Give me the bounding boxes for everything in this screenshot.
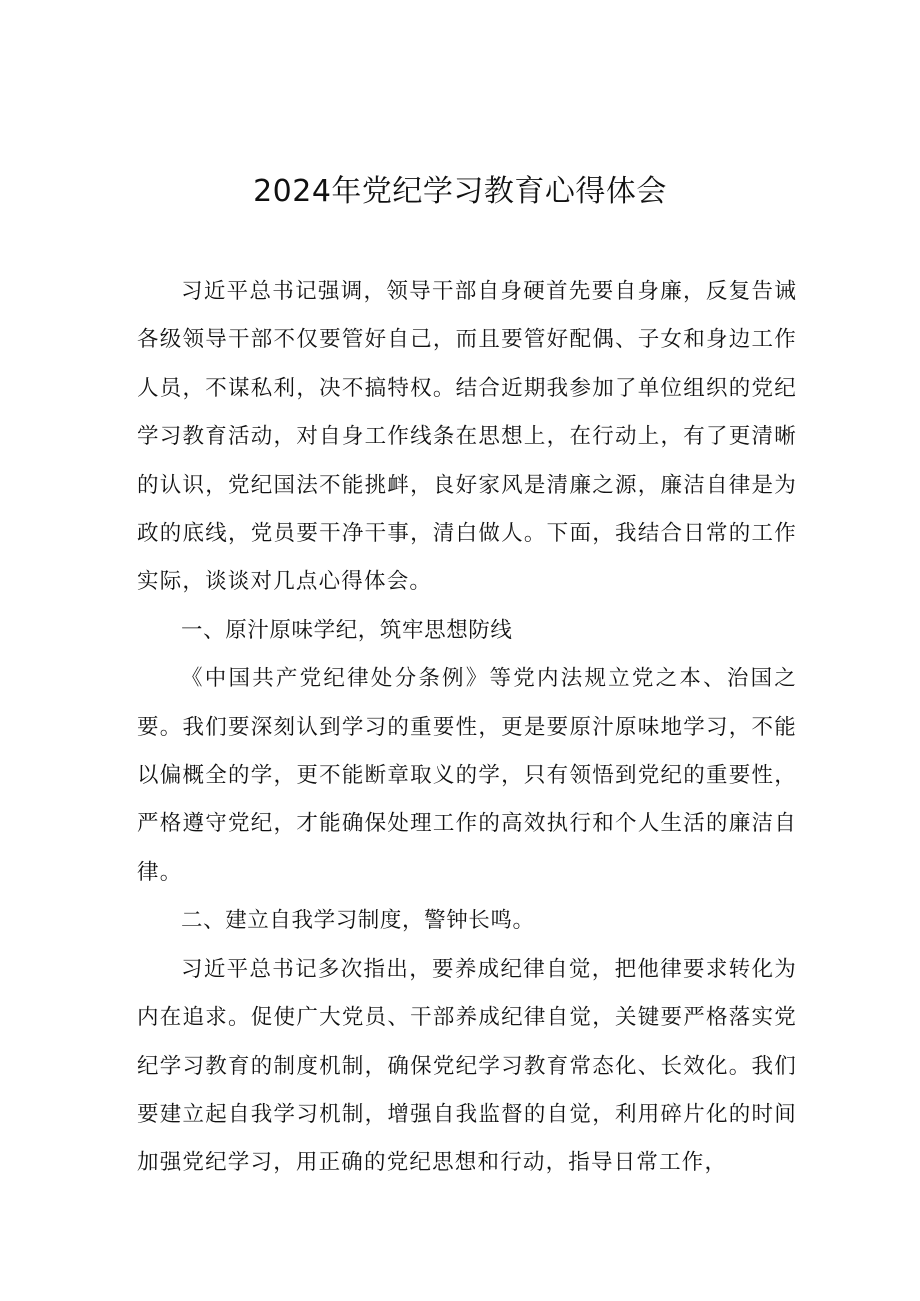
section-heading-1: 一、原汁原味学纪，筑牢思想防线 <box>181 617 513 643</box>
section-paragraph-2: 习近平总书记多次指出，要养成纪律自觉，把他律要求转化为内在追求。促使广大党员、干部养成纪律自觉，关键要严格落实党纪学习教育的制度机制，确保党纪学习教育常态化、长效化。我们要建立起自我学习机制，增强自我监督的自觉，利用碎片化的时间加强党纪学习，用正确的党纪思想和行动，指导日常工作， <box>137 956 797 1176</box>
section-paragraph-1: 《中国共产党纪律处分条例》等党内法规立党之本、治国之要。我们要深刻认到学习的重要性，更是要原汁原味地学习，不能以偏概全的学，更不能断章取义的学，只有领悟到党纪的重要性，严格遵守党纪，才能确保处理工作的高效执行和个人生活的廉洁自律。 <box>137 666 797 885</box>
document-title: 2024年党纪学习教育心得体会 <box>253 174 667 209</box>
document-body <box>137 268 797 1188</box>
intro-paragraph: 习近平总书记强调，领导干部自身硬首先要自身廉，反复告诫各级领导干部不仅要管好自己，而且要管好配偶、子女和身边工作人员，不谋私利，决不搞特权。结合近期我参加了单位组织的党纪学习教育活动，对自身工作线条在思想上，在行动上，有了更清晰的认识，党纪国法不能挑衅，良好家风是清廉之源，廉洁自律是为政的底线，党员要干净干事，清白做人。下面，我结合日常的工作实际，谈谈对几点心得体会。 <box>137 279 797 595</box>
section-heading-2: 二、建立自我学习制度，警钟长鸣。 <box>181 908 535 934</box>
